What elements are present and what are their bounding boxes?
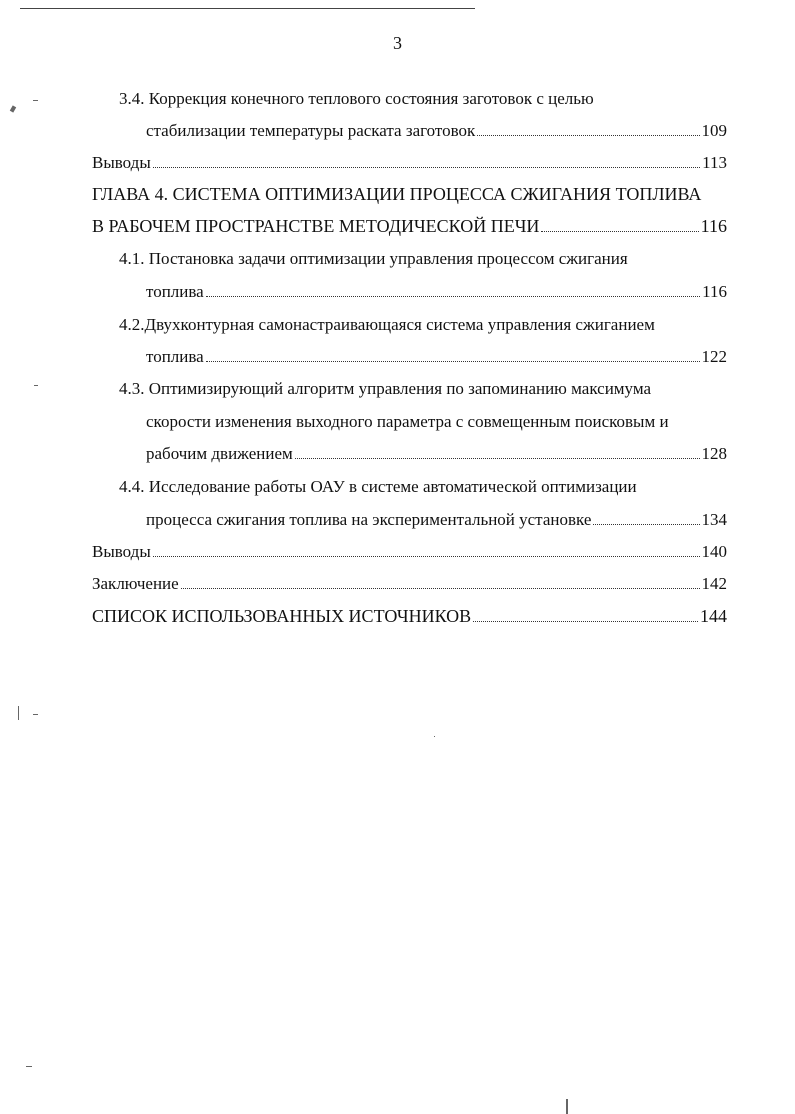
toc-line [119, 378, 651, 400]
toc-entry-text: Выводы [92, 542, 151, 561]
toc-entry-text: Заключение [92, 574, 179, 593]
toc-chapter-title: СПИСОК ИСПОЛЬЗОВАННЫХ ИСТОЧНИКОВ [92, 606, 472, 626]
toc-chapter-title: В РАБОЧЕМ ПРОСТРАНСТВЕ МЕТОДИЧЕСКОЙ ПЕЧИ [92, 216, 540, 236]
scan-speck [34, 385, 38, 386]
toc-entry-text: 4.2.Двухконтурная самонастраивающаяся система управления сжиганием [119, 315, 655, 334]
toc-entry-text: топлива [146, 347, 204, 366]
toc-line [119, 476, 637, 498]
toc-entry-text: 4.4. Исследование работы ОАУ в системе автоматической оптимизации [119, 477, 637, 496]
toc-page-number: 113 [702, 153, 727, 172]
toc-line[interactable] [146, 281, 727, 303]
toc-page-number: 116 [702, 282, 727, 301]
toc-entry-text: 3.4. Коррекция конечного теплового состояния заготовок с целью [119, 89, 594, 108]
toc-page-number: 142 [701, 574, 727, 593]
scan-speck [26, 1066, 32, 1067]
toc-page-number: 109 [701, 121, 727, 140]
dot-leader [206, 347, 700, 362]
toc-line[interactable] [146, 509, 727, 531]
toc-line [119, 314, 655, 336]
toc-page-number: 140 [701, 542, 727, 561]
toc-page-number: 134 [701, 510, 727, 529]
toc-entry-text: топлива [146, 282, 204, 301]
toc-entry-text: скорости изменения выходного параметра с совмещенным поисковым и [146, 412, 669, 431]
top-rule [20, 8, 475, 9]
dot-leader [206, 282, 700, 297]
toc-line[interactable] [92, 152, 727, 174]
toc-entry-text: стабилизации температуры раската заготовок [146, 121, 476, 140]
toc-line[interactable] [92, 541, 727, 563]
dot-leader [153, 153, 700, 168]
scan-speck [18, 706, 19, 720]
toc-page-number: 122 [701, 347, 727, 366]
dot-leader [593, 510, 699, 525]
toc-line [119, 88, 594, 110]
toc-line[interactable] [92, 573, 727, 595]
dot-leader [295, 444, 700, 459]
toc-page-number: 128 [701, 444, 727, 463]
toc-page-number: 144 [700, 606, 727, 626]
scan-speck [33, 714, 38, 715]
scan-speck [566, 1099, 568, 1114]
page-number: 3 [393, 33, 402, 53]
toc-entry-text: 4.3. Оптимизирующий алгоритм управления по запоминанию максимума [119, 379, 652, 398]
toc-line[interactable] [92, 215, 727, 237]
dot-leader [181, 574, 700, 589]
dot-leader [541, 217, 698, 232]
toc-line [146, 411, 669, 433]
scan-speck [434, 736, 435, 737]
toc-chapter-title: ГЛАВА 4. СИСТЕМА ОПТИМИЗАЦИИ ПРОЦЕССА СЖИГАНИЯ ТОПЛИВА [92, 184, 702, 204]
toc-line[interactable] [92, 605, 727, 627]
toc-entry-text: 4.1. Постановка задачи оптимизации управления процессом сжигания [119, 249, 628, 268]
scan-speck [10, 105, 16, 112]
toc-entry-text: рабочим движением [146, 444, 293, 463]
dot-leader [153, 542, 700, 557]
toc-line[interactable] [146, 346, 727, 368]
toc-entry-text: Выводы [92, 153, 151, 172]
toc-line [92, 183, 701, 205]
dot-leader [477, 121, 699, 136]
toc-line [119, 248, 628, 270]
scan-speck [33, 100, 38, 101]
dot-leader [473, 607, 698, 622]
toc-entry-text: процесса сжигания топлива на экспериментальной установке [146, 510, 592, 529]
toc-line[interactable] [146, 443, 727, 465]
toc-line[interactable] [146, 120, 727, 142]
toc-page-number: 116 [700, 216, 727, 236]
